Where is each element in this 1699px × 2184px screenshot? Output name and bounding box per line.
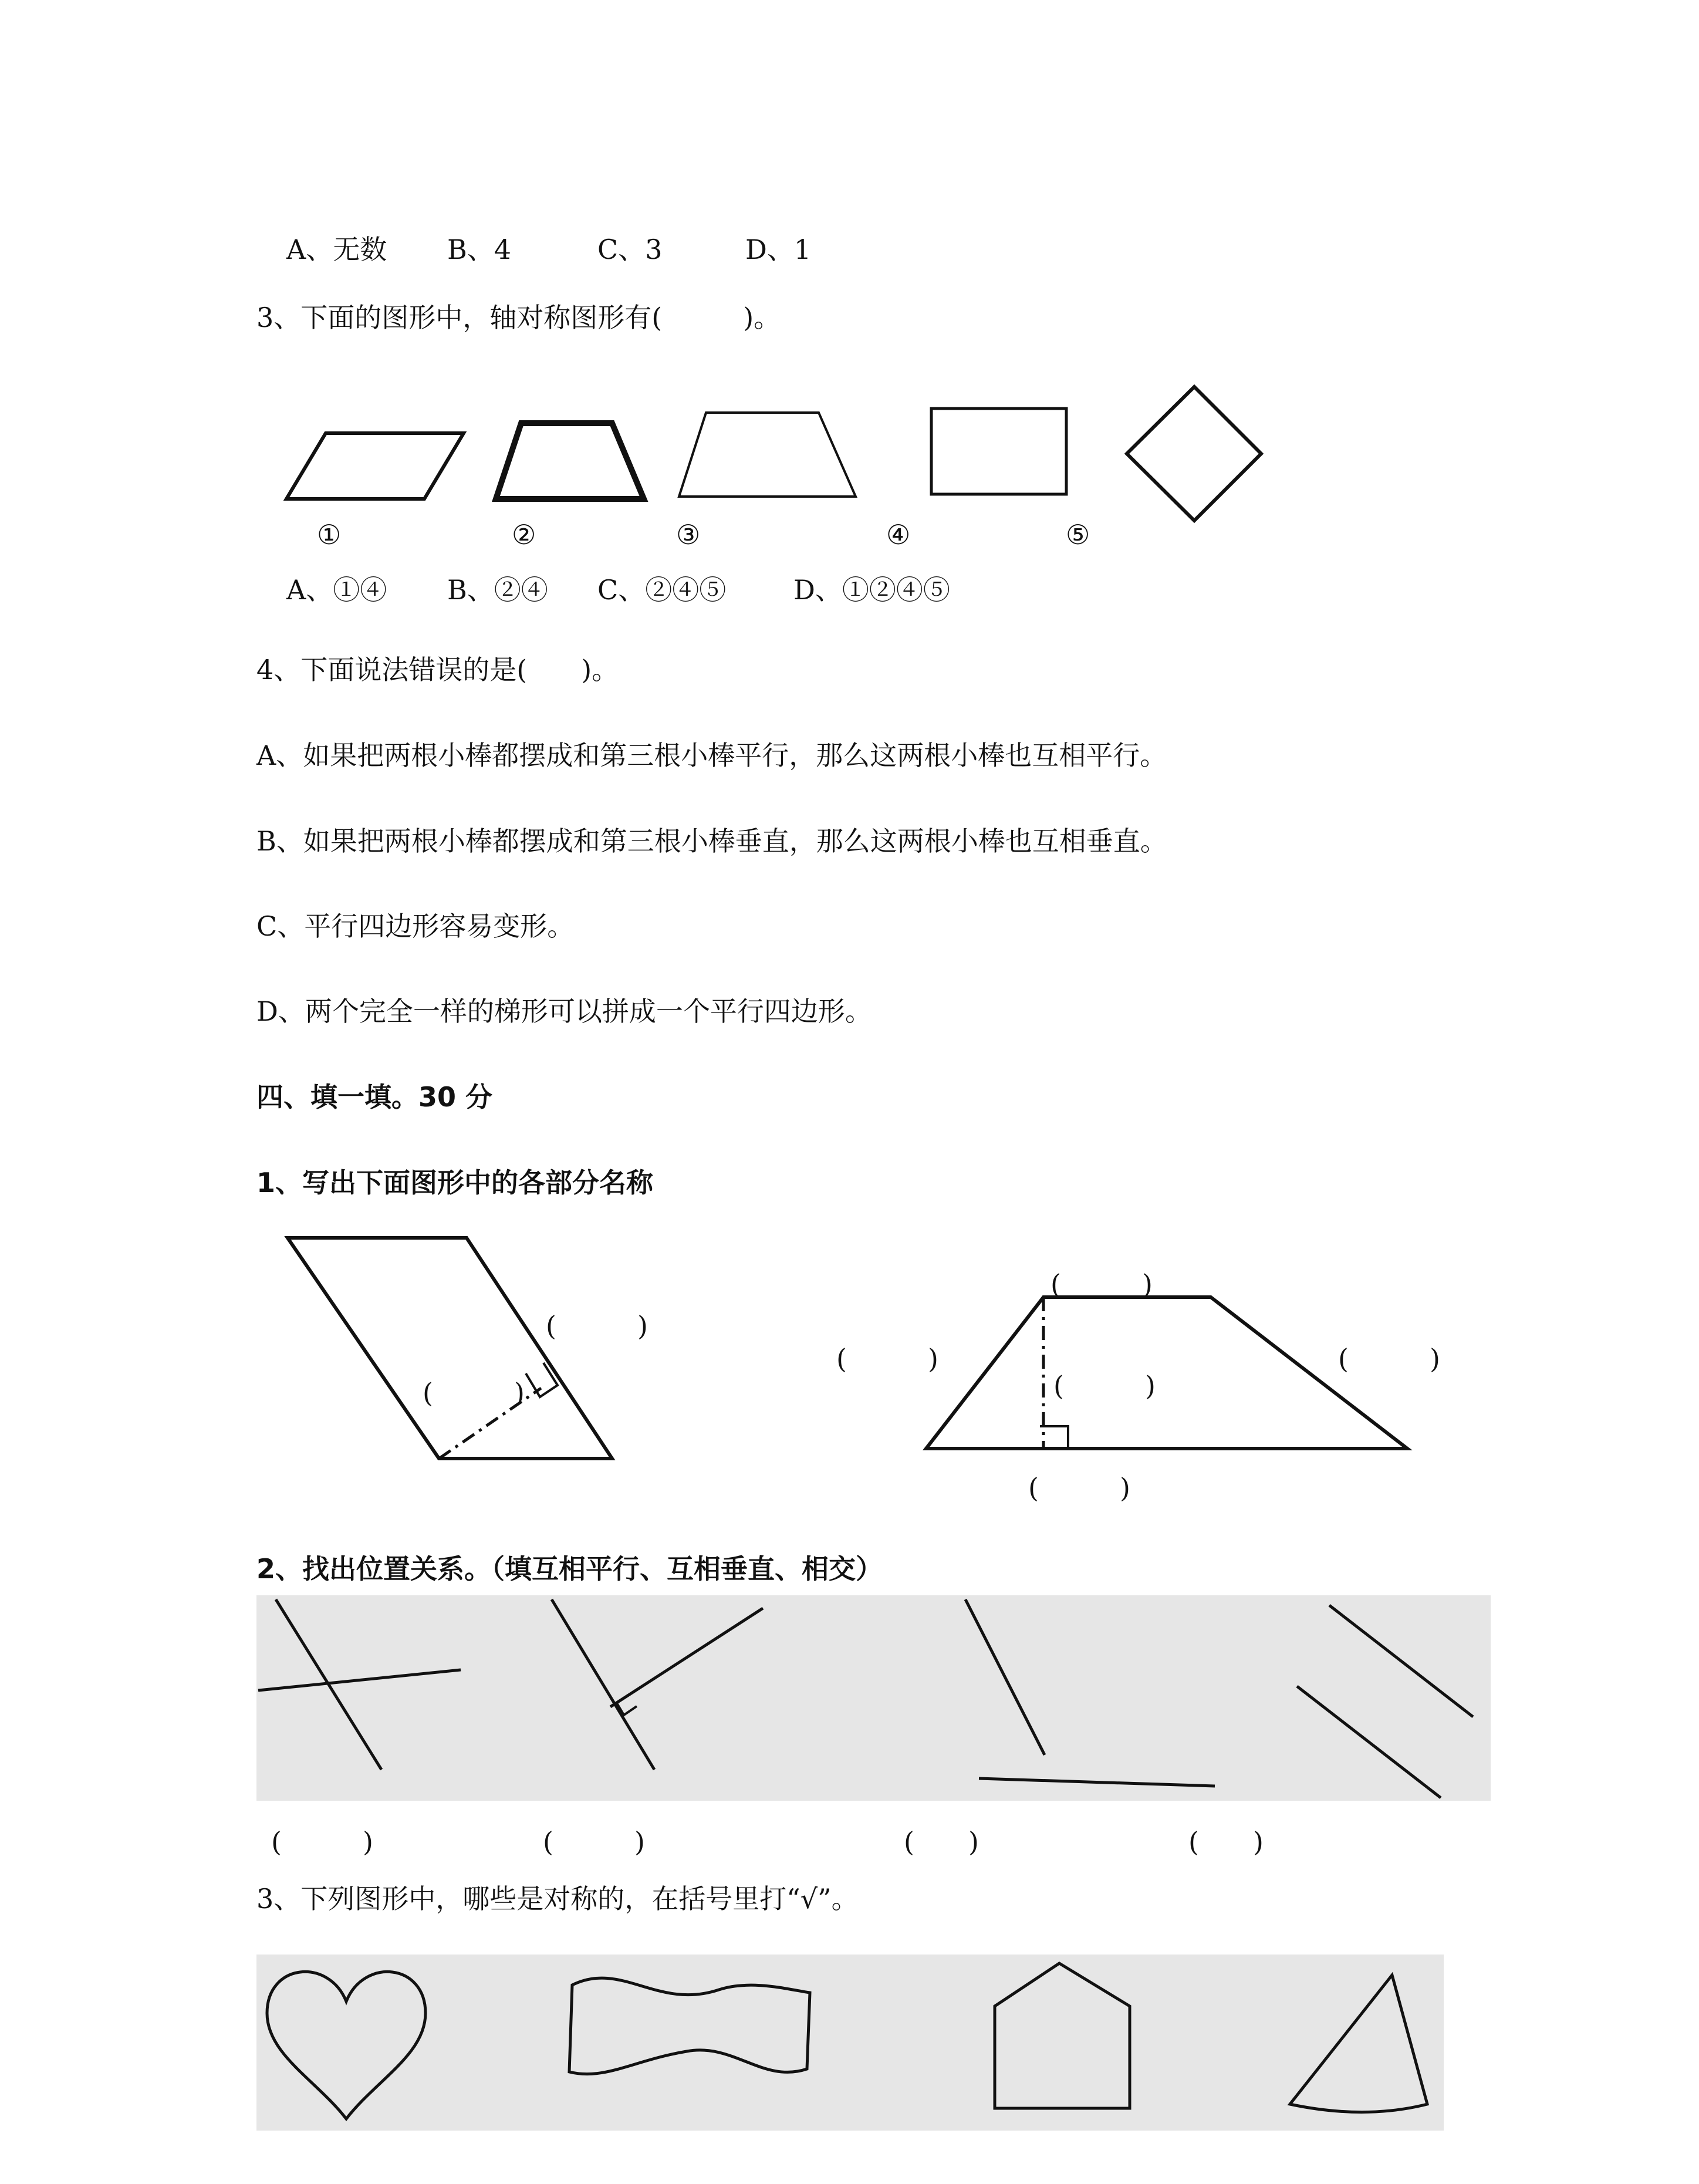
q4-option-a: A、如果把两根小棒都摆成和第三根小棒平行，那么这两根小棒也互相平行。 xyxy=(256,740,1167,771)
q3-option-d: D、①②④⑤ xyxy=(793,574,950,606)
trapezoid-blank-height[interactable]: ( ) xyxy=(1053,1370,1156,1402)
q4-option-d: D、两个完全一样的梯形可以拼成一个平行四边形。 xyxy=(256,995,872,1027)
section4-title: 四、填一填。30 分 xyxy=(256,1081,493,1113)
trapezoid-blank-right[interactable]: ( ) xyxy=(1338,1343,1440,1375)
parallelogram-blank-height[interactable]: ( ) xyxy=(423,1377,525,1409)
q3-question: 3、下面的图形中，轴对称图形有( )。 xyxy=(256,302,781,333)
trapezoid-blank-top[interactable]: ( ) xyxy=(1051,1268,1153,1300)
relation-blank-4[interactable]: ( ) xyxy=(1188,1826,1264,1858)
q4-question: 4、下面说法错误的是( )。 xyxy=(256,654,619,686)
trapezoid-blank-left[interactable]: ( ) xyxy=(836,1343,938,1375)
q3-option-a: A、①④ xyxy=(286,574,387,606)
section4-q3: 3、下列图形中，哪些是对称的，在括号里打“√”。 xyxy=(256,1883,859,1915)
relation-blank-3[interactable]: ( ) xyxy=(904,1826,979,1858)
q2-option-a: A、无数 xyxy=(286,234,387,265)
shape-label-4: ④ xyxy=(886,519,911,551)
shape-label-5: ⑤ xyxy=(1066,519,1090,551)
relation-blank-1[interactable]: ( ) xyxy=(271,1826,373,1858)
q4-option-b: B、如果把两根小棒都摆成和第三根小棒垂直，那么这两根小棒也互相垂直。 xyxy=(256,825,1167,857)
q3-option-c: C、②④⑤ xyxy=(597,574,727,606)
shape-label-3: ③ xyxy=(676,519,701,551)
q3-option-b: B、②④ xyxy=(447,574,548,606)
shape-label-2: ② xyxy=(512,519,536,551)
section4-q2: 2、找出位置关系。（填互相平行、互相垂直、相交） xyxy=(256,1553,883,1585)
symmetry-panel xyxy=(256,1955,1444,2131)
shape-label-1: ① xyxy=(317,519,342,551)
trapezoid-blank-bottom[interactable]: ( ) xyxy=(1028,1472,1130,1504)
section4-q1: 1、写出下面图形中的各部分名称 xyxy=(256,1167,654,1199)
q2-option-d: D、1 xyxy=(745,234,812,265)
q4-option-c: C、平行四边形容易变形。 xyxy=(256,910,575,942)
q2-option-b: B、4 xyxy=(447,234,512,265)
parallelogram-blank-side[interactable]: ( ) xyxy=(546,1310,648,1342)
relation-blank-2[interactable]: ( ) xyxy=(543,1826,645,1858)
q2-option-c: C、3 xyxy=(597,234,663,265)
